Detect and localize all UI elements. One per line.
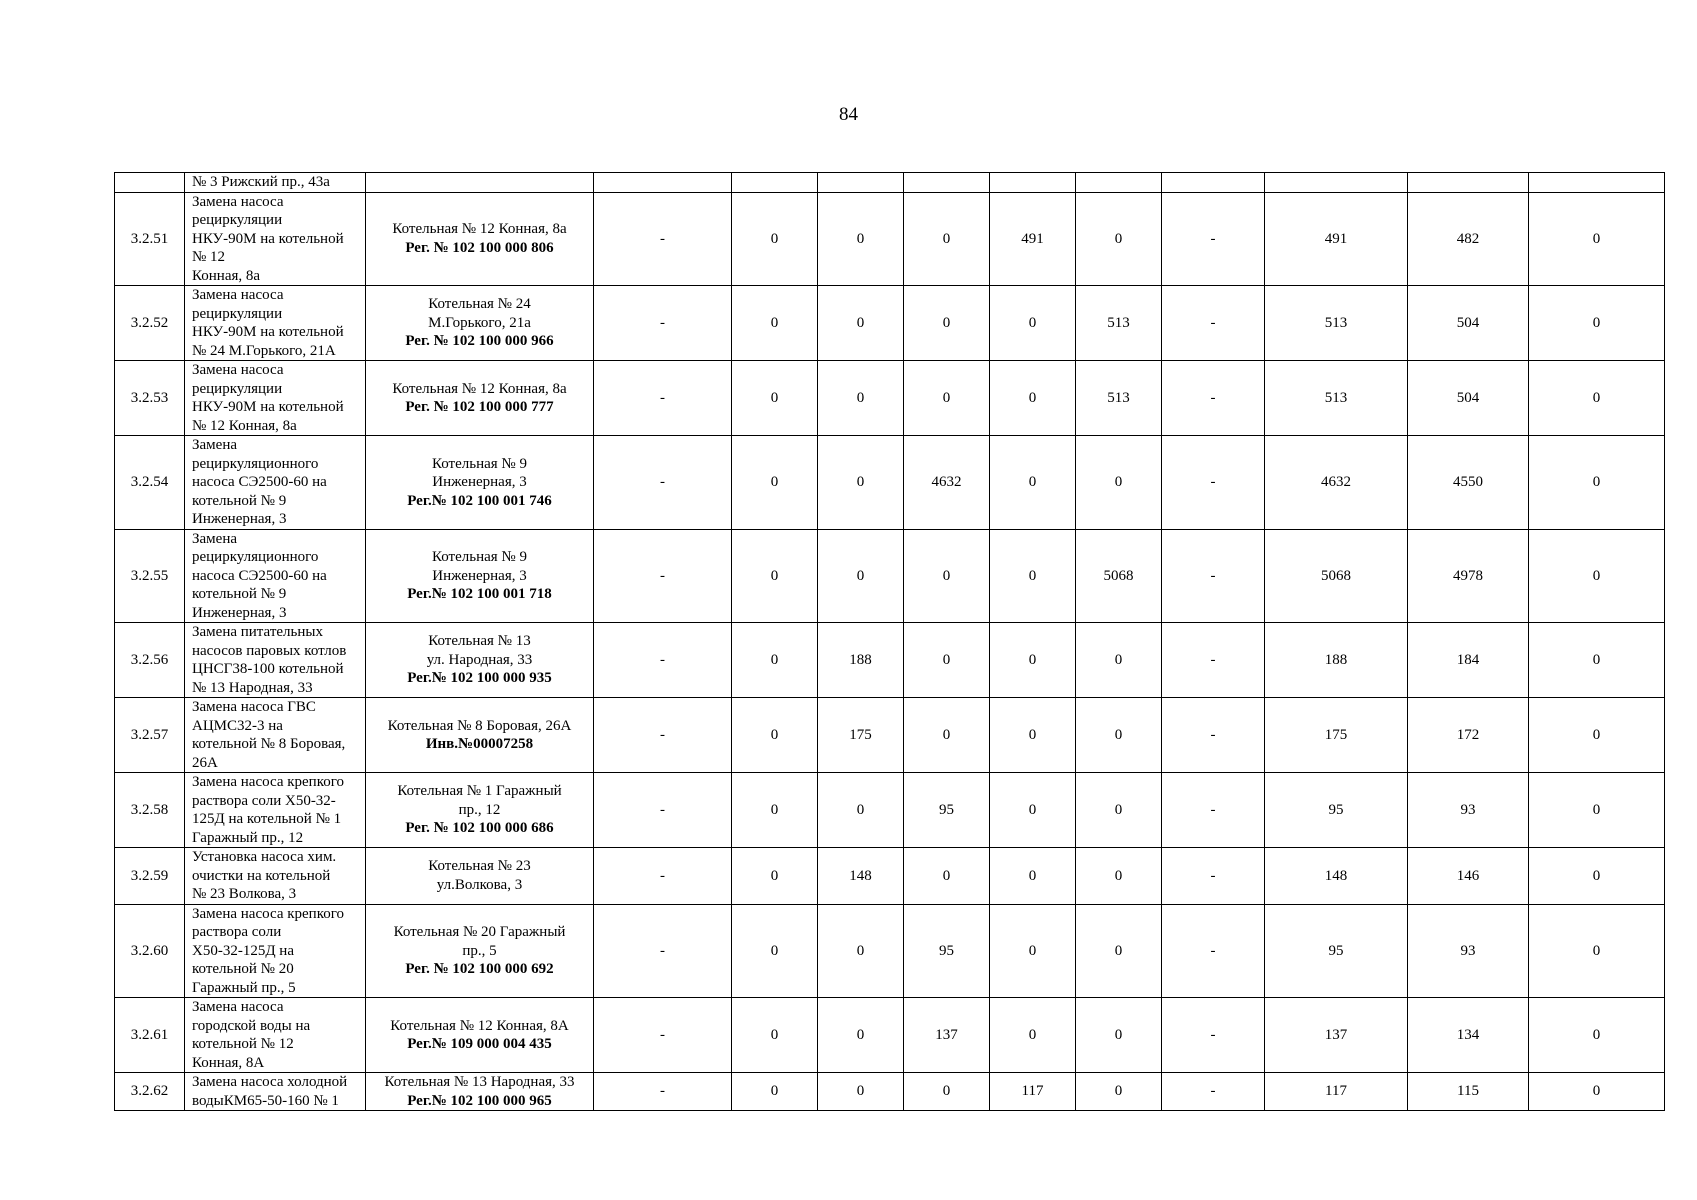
cell-v2: 0 bbox=[732, 529, 818, 623]
cell-v9: 482 bbox=[1408, 192, 1529, 286]
cell-v10: 0 bbox=[1529, 1073, 1665, 1111]
cell-v7: - bbox=[1162, 192, 1265, 286]
cell-v2: 0 bbox=[732, 904, 818, 998]
cell-v6: 0 bbox=[1076, 773, 1162, 848]
cell-v9: 93 bbox=[1408, 904, 1529, 998]
cell-v4: 0 bbox=[904, 286, 990, 361]
object-name: Котельная № 13 ул. Народная, 33 bbox=[426, 633, 533, 668]
cell-v10: 0 bbox=[1529, 529, 1665, 623]
cell-v2: 0 bbox=[732, 998, 818, 1073]
object-registration: Рег.№ 102 100 000 935 bbox=[407, 670, 552, 687]
cell-v1: - bbox=[594, 998, 732, 1073]
cell-v3: 0 bbox=[818, 361, 904, 436]
object-registration: Рег. № 102 100 000 692 bbox=[405, 961, 554, 977]
cell-v6: 0 bbox=[1076, 436, 1162, 530]
row-number: 3.2.57 bbox=[115, 698, 185, 773]
table-row bbox=[115, 529, 1665, 623]
table-row bbox=[115, 848, 1665, 905]
cell-v1: - bbox=[594, 1073, 732, 1111]
cell-v4: 0 bbox=[904, 698, 990, 773]
cell-v4: 4632 bbox=[904, 436, 990, 530]
cell-v7: - bbox=[1162, 623, 1265, 698]
table-row bbox=[115, 173, 1665, 193]
row-description: № 3 Рижский пр., 43а bbox=[185, 173, 366, 193]
cell-v4: 0 bbox=[904, 1073, 990, 1111]
cell-v6: 0 bbox=[1076, 192, 1162, 286]
cell-v3: 148 bbox=[818, 848, 904, 905]
object-name: Котельная № 1 Гаражный пр., 12 bbox=[397, 783, 562, 818]
cell-v6: 513 bbox=[1076, 361, 1162, 436]
cell-v3 bbox=[818, 173, 904, 193]
cell-v8: 148 bbox=[1265, 848, 1408, 905]
cell-v7: - bbox=[1162, 286, 1265, 361]
cell-v2: 0 bbox=[732, 286, 818, 361]
row-number: 3.2.56 bbox=[115, 623, 185, 698]
row-object bbox=[366, 904, 594, 998]
cell-v9: 93 bbox=[1408, 773, 1529, 848]
cell-v7: - bbox=[1162, 529, 1265, 623]
cell-v7: - bbox=[1162, 904, 1265, 998]
cell-v9 bbox=[1408, 173, 1529, 193]
row-number: 3.2.58 bbox=[115, 773, 185, 848]
object-registration: Рег. № 102 100 000 806 bbox=[405, 239, 554, 256]
cell-v3: 0 bbox=[818, 529, 904, 623]
cell-v3: 0 bbox=[818, 1073, 904, 1111]
table-row bbox=[115, 192, 1665, 286]
row-description: Замена насоса холодной водыКМ65-50-160 № 1 bbox=[185, 1073, 366, 1111]
cell-v7 bbox=[1162, 173, 1265, 193]
row-number: 3.2.53 bbox=[115, 361, 185, 436]
row-number: 3.2.62 bbox=[115, 1073, 185, 1111]
cell-v4 bbox=[904, 173, 990, 193]
cell-v4: 0 bbox=[904, 192, 990, 286]
cell-v10: 0 bbox=[1529, 286, 1665, 361]
cell-v3: 0 bbox=[818, 192, 904, 286]
row-number: 3.2.59 bbox=[115, 848, 185, 905]
cell-v9: 115 bbox=[1408, 1073, 1529, 1111]
object-name: Котельная № 12 Конная, 8а bbox=[392, 221, 567, 238]
row-description: Замена насоса рециркуляции НКУ-90М на котельной № 12 Конная, 8а bbox=[185, 361, 366, 436]
cell-v5: 0 bbox=[990, 904, 1076, 998]
cell-v1: - bbox=[594, 436, 732, 530]
table-body bbox=[115, 173, 1665, 1111]
row-description: Замена насоса крепкого раствора соли Х50-32-125Д на котельной № 20 Гаражный пр., 5 bbox=[185, 904, 366, 998]
cell-v8: 175 bbox=[1265, 698, 1408, 773]
cell-v7: - bbox=[1162, 848, 1265, 905]
object-name: Котельная № 20 Гаражный пр., 5 bbox=[393, 924, 566, 959]
cell-v5: 0 bbox=[990, 286, 1076, 361]
cell-v4: 0 bbox=[904, 848, 990, 905]
cell-v7: - bbox=[1162, 773, 1265, 848]
cell-v8: 491 bbox=[1265, 192, 1408, 286]
cell-v4: 95 bbox=[904, 773, 990, 848]
row-description: Замена насоса городской воды на котельной № 12 Конная, 8А bbox=[185, 998, 366, 1073]
object-name: Котельная № 23 ул.Волкова, 3 bbox=[428, 858, 531, 893]
page-number: 84 bbox=[839, 104, 858, 125]
table-row bbox=[115, 361, 1665, 436]
cell-v5: 0 bbox=[990, 361, 1076, 436]
object-name: Котельная № 9 Инженерная, 3 bbox=[432, 455, 527, 490]
cell-v7: - bbox=[1162, 1073, 1265, 1111]
cell-v2 bbox=[732, 173, 818, 193]
cell-v8: 513 bbox=[1265, 286, 1408, 361]
object-name: Котельная № 13 Народная, 33 bbox=[384, 1074, 575, 1090]
cell-v1 bbox=[594, 173, 732, 193]
cell-v8: 137 bbox=[1265, 998, 1408, 1073]
row-description: Замена насоса ГВС АЦМС32-3 на котельной № 8 Боровая, 26А bbox=[185, 698, 366, 773]
cell-v6: 5068 bbox=[1076, 529, 1162, 623]
cell-v10 bbox=[1529, 173, 1665, 193]
cell-v1: - bbox=[594, 623, 732, 698]
cell-v3: 0 bbox=[818, 998, 904, 1073]
table-row bbox=[115, 623, 1665, 698]
cell-v4: 95 bbox=[904, 904, 990, 998]
row-object bbox=[366, 998, 594, 1073]
cell-v4: 0 bbox=[904, 361, 990, 436]
cell-v9: 504 bbox=[1408, 286, 1529, 361]
row-number: 3.2.54 bbox=[115, 436, 185, 530]
cell-v10: 0 bbox=[1529, 192, 1665, 286]
cell-v5 bbox=[990, 173, 1076, 193]
row-object bbox=[366, 436, 594, 530]
row-description: Замена рециркуляционного насоса СЭ2500-60 на котельной № 9 Инженерная, 3 bbox=[185, 529, 366, 623]
cell-v8: 117 bbox=[1265, 1073, 1408, 1111]
object-registration: Рег. № 102 100 000 686 bbox=[405, 820, 554, 837]
cell-v1: - bbox=[594, 698, 732, 773]
table-row bbox=[115, 436, 1665, 530]
object-registration: Рег.№ 109 000 004 435 bbox=[407, 1036, 552, 1052]
object-registration: Рег.№ 102 100 001 746 bbox=[407, 492, 552, 509]
row-number: 3.2.52 bbox=[115, 286, 185, 361]
cell-v9: 4978 bbox=[1408, 529, 1529, 623]
cell-v9: 504 bbox=[1408, 361, 1529, 436]
row-description: Замена питательных насосов паровых котлов ЦНСГ38-100 котельной № 13 Народная, 33 bbox=[185, 623, 366, 698]
cell-v7: - bbox=[1162, 998, 1265, 1073]
cell-v9: 172 bbox=[1408, 698, 1529, 773]
row-object bbox=[366, 361, 594, 436]
row-object bbox=[366, 623, 594, 698]
row-object bbox=[366, 1073, 594, 1111]
row-description: Установка насоса хим. очистки на котельной № 23 Волкова, 3 bbox=[185, 848, 366, 905]
object-registration: Рег.№ 102 100 001 718 bbox=[407, 586, 552, 602]
cell-v8: 95 bbox=[1265, 773, 1408, 848]
cell-v1: - bbox=[594, 529, 732, 623]
cell-v4: 137 bbox=[904, 998, 990, 1073]
cell-v3: 188 bbox=[818, 623, 904, 698]
row-object bbox=[366, 848, 594, 905]
cell-v6: 513 bbox=[1076, 286, 1162, 361]
object-registration: Инв.№00007258 bbox=[425, 736, 534, 752]
cell-v1: - bbox=[594, 904, 732, 998]
cell-v2: 0 bbox=[732, 361, 818, 436]
row-description: Замена рециркуляционного насоса СЭ2500-60 на котельной № 9 Инженерная, 3 bbox=[185, 436, 366, 530]
object-name: Котельная № 9 Инженерная, 3 bbox=[432, 549, 527, 584]
cell-v9: 184 bbox=[1408, 623, 1529, 698]
cell-v5: 491 bbox=[990, 192, 1076, 286]
cell-v8 bbox=[1265, 173, 1408, 193]
row-object bbox=[366, 192, 594, 286]
cell-v10: 0 bbox=[1529, 773, 1665, 848]
table-row bbox=[115, 1073, 1665, 1111]
cell-v7: - bbox=[1162, 698, 1265, 773]
object-name: Котельная № 8 Боровая, 26А bbox=[387, 717, 572, 734]
table-row bbox=[115, 904, 1665, 998]
row-number: 3.2.55 bbox=[115, 529, 185, 623]
cell-v9: 134 bbox=[1408, 998, 1529, 1073]
cell-v9: 146 bbox=[1408, 848, 1529, 905]
cell-v5: 0 bbox=[990, 773, 1076, 848]
cell-v6: 0 bbox=[1076, 623, 1162, 698]
cell-v1: - bbox=[594, 773, 732, 848]
cell-v5: 0 bbox=[990, 529, 1076, 623]
cell-v1: - bbox=[594, 286, 732, 361]
row-number bbox=[115, 173, 185, 193]
cell-v2: 0 bbox=[732, 773, 818, 848]
row-description: Замена насоса рециркуляции НКУ-90М на котельной № 12 Конная, 8а bbox=[185, 192, 366, 286]
cell-v2: 0 bbox=[732, 436, 818, 530]
cell-v1: - bbox=[594, 361, 732, 436]
cell-v1: - bbox=[594, 848, 732, 905]
cell-v2: 0 bbox=[732, 623, 818, 698]
cell-v6: 0 bbox=[1076, 1073, 1162, 1111]
cell-v2: 0 bbox=[732, 192, 818, 286]
cell-v2: 0 bbox=[732, 848, 818, 905]
table-row bbox=[115, 998, 1665, 1073]
cell-v7: - bbox=[1162, 436, 1265, 530]
cell-v10: 0 bbox=[1529, 998, 1665, 1073]
table-row bbox=[115, 773, 1665, 848]
row-object bbox=[366, 529, 594, 623]
row-object bbox=[366, 698, 594, 773]
cell-v9: 4550 bbox=[1408, 436, 1529, 530]
object-registration: Рег. № 102 100 000 966 bbox=[405, 333, 554, 350]
row-object bbox=[366, 773, 594, 848]
row-object bbox=[366, 286, 594, 361]
cell-v8: 5068 bbox=[1265, 529, 1408, 623]
cell-v6: 0 bbox=[1076, 998, 1162, 1073]
row-description: Замена насоса крепкого раствора соли Х50-32- 125Д на котельной № 1 Гаражный пр., 12 bbox=[185, 773, 366, 848]
cell-v3: 0 bbox=[818, 904, 904, 998]
row-number: 3.2.51 bbox=[115, 192, 185, 286]
cell-v2: 0 bbox=[732, 1073, 818, 1111]
cell-v3: 0 bbox=[818, 773, 904, 848]
cell-v8: 95 bbox=[1265, 904, 1408, 998]
object-name: Котельная № 12 Конная, 8А bbox=[390, 1017, 569, 1034]
cell-v3: 175 bbox=[818, 698, 904, 773]
cell-v10: 0 bbox=[1529, 436, 1665, 530]
object-registration: Рег. № 102 100 000 777 bbox=[405, 399, 554, 415]
row-description: Замена насоса рециркуляции НКУ-90М на котельной № 24 М.Горького, 21А bbox=[185, 286, 366, 361]
cell-v3: 0 bbox=[818, 286, 904, 361]
cell-v10: 0 bbox=[1529, 904, 1665, 998]
table-row bbox=[115, 698, 1665, 773]
cell-v4: 0 bbox=[904, 623, 990, 698]
row-number: 3.2.61 bbox=[115, 998, 185, 1073]
cell-v2: 0 bbox=[732, 698, 818, 773]
cell-v6: 0 bbox=[1076, 698, 1162, 773]
table-row bbox=[115, 286, 1665, 361]
row-number: 3.2.60 bbox=[115, 904, 185, 998]
object-registration: Рег.№ 102 100 000 965 bbox=[407, 1092, 552, 1109]
cell-v1: - bbox=[594, 192, 732, 286]
cell-v10: 0 bbox=[1529, 623, 1665, 698]
cell-v10: 0 bbox=[1529, 848, 1665, 905]
cell-v3: 0 bbox=[818, 436, 904, 530]
cell-v8: 4632 bbox=[1265, 436, 1408, 530]
object-name: Котельная № 12 Конная, 8а bbox=[392, 380, 567, 397]
cell-v6: 0 bbox=[1076, 848, 1162, 905]
budget-table bbox=[114, 172, 1665, 1111]
cell-v8: 188 bbox=[1265, 623, 1408, 698]
cell-v7: - bbox=[1162, 361, 1265, 436]
cell-v5: 117 bbox=[990, 1073, 1076, 1111]
cell-v5: 0 bbox=[990, 623, 1076, 698]
object-name: Котельная № 24 М.Горького, 21а bbox=[428, 296, 531, 331]
cell-v5: 0 bbox=[990, 998, 1076, 1073]
cell-v6: 0 bbox=[1076, 904, 1162, 998]
cell-v4: 0 bbox=[904, 529, 990, 623]
cell-v5: 0 bbox=[990, 436, 1076, 530]
row-object bbox=[366, 173, 594, 193]
cell-v10: 0 bbox=[1529, 361, 1665, 436]
cell-v8: 513 bbox=[1265, 361, 1408, 436]
cell-v5: 0 bbox=[990, 848, 1076, 905]
cell-v6 bbox=[1076, 173, 1162, 193]
cell-v5: 0 bbox=[990, 698, 1076, 773]
cell-v10: 0 bbox=[1529, 698, 1665, 773]
